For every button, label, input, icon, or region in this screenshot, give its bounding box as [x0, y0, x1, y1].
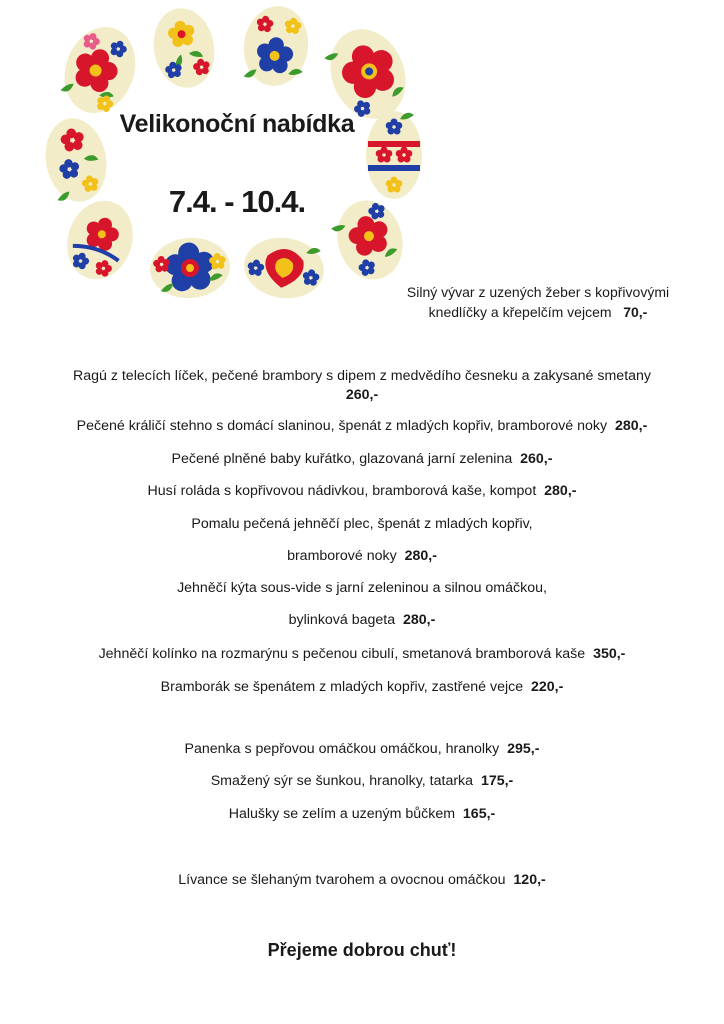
menu-title: Velikonoční nabídka [119, 110, 355, 138]
menu-item-price: 295,- [507, 741, 540, 757]
menu-item-text: Pomalu pečená jehněčí plec, špenát z mladých kopřiv, [191, 516, 533, 532]
soup-item [388, 282, 688, 322]
menu-item [20, 611, 704, 630]
menu-item-text: Bramborák se špenátem z mladých kopřiv, zastřené vejce [160, 679, 524, 695]
menu-item-text: Halušky se zelím a uzeným bůčkem [228, 806, 456, 822]
menu-item-price: 260,- [345, 387, 379, 403]
easter-egg-8 [148, 235, 233, 300]
menu-item-price: 280,- [615, 418, 648, 434]
menu-item [20, 450, 704, 469]
menu-item [20, 772, 704, 791]
menu-item [20, 678, 704, 697]
menu-item [20, 367, 704, 386]
soup-line-2 [388, 302, 688, 322]
menu-item-text: Husí roláda s kopřivovou nádivkou, bramborová kaše, kompot [147, 483, 537, 499]
menu-item-price: 280,- [544, 483, 577, 499]
easter-egg-1 [53, 17, 147, 123]
menu-dates: 7.4. - 10.4. [168, 184, 306, 219]
menu-item-text: Lívance se šlehaným tvarohem a ovocnou omáčkou [178, 872, 506, 888]
menu-item-price: 280,- [403, 612, 436, 628]
menu-item-price: 165,- [462, 806, 496, 822]
menu-item [20, 482, 704, 501]
footer-greeting: Přejeme dobrou chuť! [267, 940, 457, 960]
menu-item-price: 260,- [520, 451, 553, 467]
menu-item-price: 350,- [593, 646, 626, 662]
easter-egg-5 [39, 113, 113, 206]
soup-text: knedlíčky a křepelčím vejcem [428, 304, 612, 320]
menu-item-price: 120,- [513, 872, 546, 888]
menu-item-text: Ragú z telecích líček, pečené brambory s dipem z medvědího česneku a zakysané smetany [72, 368, 652, 384]
menu-item-text: bylinková bageta [288, 612, 396, 628]
menu-item [20, 871, 704, 890]
menu-item-price: 175,- [480, 773, 514, 789]
menu-item-text: Pečené plněné baby kuřátko, glazovaná jarní zelenina [171, 451, 513, 467]
menu-item [20, 805, 704, 824]
menu-item-text: bramborové noky [287, 548, 397, 564]
menu-item [20, 579, 704, 598]
menu-item [20, 386, 704, 405]
menu-item-price: 280,- [404, 548, 437, 564]
menu-item-text: Jehněčí kýta sous-vide s jarní zeleninou a silnou omáčkou, [177, 580, 547, 596]
easter-egg-2 [148, 3, 221, 92]
menu-item-price: 220,- [531, 679, 564, 695]
menu-item [20, 645, 704, 664]
menu-item [20, 547, 704, 566]
easter-egg-3 [239, 2, 314, 90]
menu-item-text: Panenka s pepřovou omáčkou omáčkou, hranolky [184, 741, 500, 757]
easter-egg-9 [240, 233, 328, 300]
menu-item-text: Pečené králičí stehno s domácí slaninou, špenát z mladých kopřiv, bramborové noky [76, 418, 608, 434]
menu-item [20, 740, 704, 759]
soup-line-1: Silný vývar z uzených žeber s kopřivovými [406, 284, 670, 300]
easter-egg-6 [366, 111, 422, 199]
menu-item-text: Jehněčí kolínko na rozmarýnu s pečenou cibulí, smetanová bramborová kaše [98, 646, 586, 662]
menu-item-text: Smažený sýr se šunkou, hranolky, tatarka [210, 773, 474, 789]
menu-item [20, 515, 704, 534]
menu-item [20, 417, 704, 436]
soup-price: 70,- [623, 304, 648, 320]
easter-egg-wreath [0, 0, 724, 300]
